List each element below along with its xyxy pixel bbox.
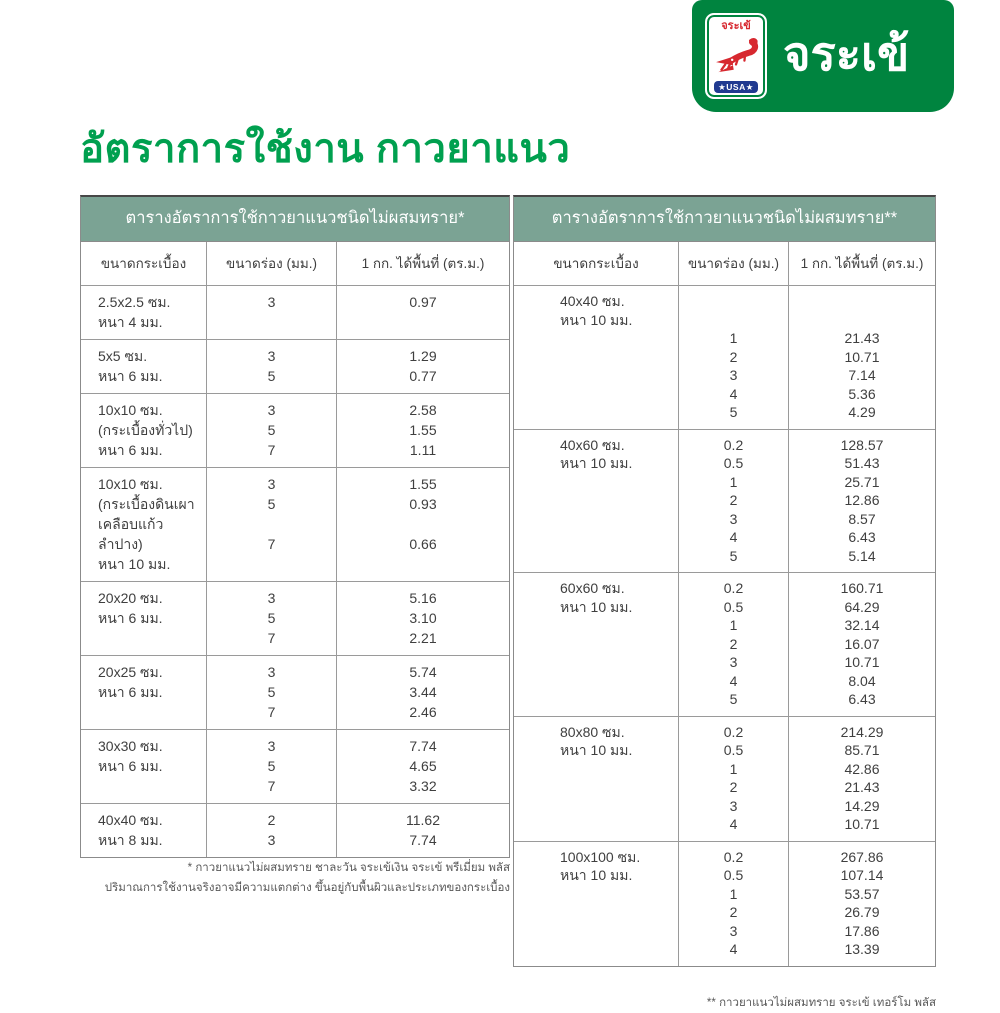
cell-line: 5: [267, 758, 276, 774]
cell-line: 2: [729, 904, 738, 920]
table-row: [514, 286, 935, 430]
cell-line: หนา 10 มม.: [560, 742, 633, 758]
cell-line: 3: [729, 922, 738, 939]
table-title: ตารางอัตราการใช้กาวยาแนวชนิดไม่ผสมทราย**: [514, 197, 935, 242]
cell-line: 25.71: [844, 473, 880, 490]
cell-line: 4: [729, 672, 738, 689]
coverage-cell: [788, 286, 935, 429]
cell-line: 10x10 ซม.: [98, 402, 163, 418]
cell-line: [207, 514, 336, 534]
cell-line: 4: [729, 385, 738, 402]
coverage-cell: [788, 430, 935, 573]
cell-line: [789, 292, 935, 311]
cell-line: หนา 10 มม.: [560, 867, 633, 883]
groove-cell: [206, 804, 336, 857]
cell-line: 3: [729, 367, 738, 383]
table-row: [81, 730, 509, 804]
coverage-cell: [336, 582, 509, 655]
cell-line: 5: [729, 691, 738, 707]
cell-line: [337, 514, 509, 534]
groove-cell: [678, 430, 788, 573]
coverage-cell: [788, 573, 935, 716]
cell-line: 8.57: [848, 510, 876, 527]
column-header: ขนาดกระเบื้อง: [100, 256, 187, 271]
cell-line: 6.43: [848, 691, 876, 707]
cell-line: หนา 6 มม.: [98, 684, 163, 700]
crocodile-icon: [713, 36, 759, 76]
cell-line: 3.44: [409, 684, 437, 700]
table-column-headers: [81, 242, 509, 286]
table-row: [81, 286, 509, 340]
cell-line: 3.10: [409, 610, 437, 626]
usage-table-right: [513, 195, 936, 967]
cell-line: 32.14: [844, 617, 880, 633]
tile-cell: [514, 573, 678, 716]
cell-line: 3: [267, 664, 276, 680]
table-row: [514, 430, 935, 574]
cell-line: 2: [729, 492, 738, 508]
coverage-cell: [336, 340, 509, 393]
cell-line: 13.39: [844, 941, 880, 957]
cell-line: 30x30 ซม.: [98, 738, 163, 754]
cell-line: 5: [267, 422, 276, 438]
cell-line: 40x40 ซม.: [560, 293, 625, 309]
cell-line: 7: [267, 704, 276, 720]
cell-line: 2: [729, 779, 738, 795]
coverage-cell: [788, 717, 935, 841]
cell-line: 1.29: [409, 348, 437, 364]
table-column-headers: [514, 242, 935, 286]
groove-cell: [678, 717, 788, 841]
table-row: [81, 804, 509, 857]
cell-line: 2: [729, 635, 738, 652]
page-title: อัตราการใช้งาน กาวยาแนว: [80, 127, 571, 171]
cell-line: 53.57: [844, 885, 880, 902]
cell-line: 3: [267, 476, 276, 492]
cell-line: 51.43: [844, 455, 880, 471]
groove-cell: [678, 573, 788, 716]
groove-cell: [206, 468, 336, 581]
cell-line: 12.86: [844, 492, 880, 508]
cell-line: 1: [729, 330, 738, 346]
cell-line: 1: [729, 473, 738, 490]
brand-badge: [705, 13, 767, 99]
tile-cell: [514, 286, 678, 429]
cell-line: 10x10 ซม.: [98, 476, 163, 492]
cell-line: 128.57: [840, 436, 884, 453]
table-footnote: * กาวยาแนวไม่ผสมทราย ชาละวัน จระเข้เงิน จระเข้ พรีเมี่ยม พลัส: [187, 862, 510, 874]
cell-line: หนา 10 มม.: [560, 311, 633, 328]
cell-line: 14.29: [844, 797, 880, 814]
cell-line: 20x20 ซม.: [98, 590, 163, 606]
cell-line: 3: [267, 348, 276, 364]
groove-cell: [206, 394, 336, 467]
cell-line: 2.21: [409, 630, 437, 646]
cell-line: หนา 10 มม.: [560, 455, 633, 471]
tile-cell: [81, 286, 206, 339]
cell-line: 7: [267, 442, 276, 458]
coverage-cell: [788, 842, 935, 966]
cell-line: 3: [267, 832, 276, 848]
cell-line: 5: [267, 496, 276, 512]
coverage-cell: [336, 468, 509, 581]
groove-cell: [206, 582, 336, 655]
table-row: [514, 842, 935, 966]
cell-line: หนา 6 มม.: [98, 368, 163, 384]
cell-line: 5: [267, 684, 276, 700]
groove-cell: [206, 340, 336, 393]
tile-cell: [81, 340, 206, 393]
tile-cell: [81, 804, 206, 857]
cell-line: 5: [267, 368, 276, 384]
column-header: 1 กก. ได้พื้นที่ (ตร.ม.): [788, 242, 935, 285]
cell-line: 0.66: [409, 536, 437, 552]
coverage-cell: [336, 804, 509, 857]
cell-line: 5x5 ซม.: [98, 348, 148, 364]
cell-line: 7.74: [409, 832, 437, 848]
cell-line: 6.43: [848, 529, 876, 545]
cell-line: 0.5: [723, 742, 744, 758]
cell-line: 64.29: [844, 598, 880, 615]
cell-line: 20x25 ซม.: [98, 664, 163, 680]
cell-line: 3: [267, 738, 276, 754]
cell-line: 2: [729, 348, 738, 365]
cell-line: 160.71: [840, 580, 884, 596]
cell-line: หนา 6 มม.: [98, 442, 163, 458]
cell-line: 3.32: [409, 778, 437, 794]
cell-line: 5: [267, 610, 276, 626]
usa-ribbon: ★USA★: [714, 81, 758, 94]
cell-line: 0.5: [723, 455, 744, 471]
cell-line: 0.2: [723, 848, 744, 865]
column-header: 1 กก. ได้พื้นที่ (ตร.ม.): [336, 242, 509, 285]
cell-line: 21.43: [844, 330, 880, 346]
table-footnote: ** กาวยาแนวไม่ผสมทราย จระเข้ เทอร์โม พลัส: [706, 996, 936, 1009]
cell-line: 7.74: [409, 738, 437, 754]
badge-brand-text: จระเข้: [721, 20, 751, 32]
cell-line: 1: [729, 885, 738, 902]
cell-line: 0.5: [723, 867, 744, 883]
cell-line: 5.16: [409, 590, 437, 606]
tile-cell: [514, 717, 678, 841]
groove-cell: [678, 286, 788, 429]
cell-line: 7: [267, 536, 276, 552]
column-header: ขนาดร่อง (มม.): [206, 242, 336, 285]
cell-line: (กระเบื้องดินเผา: [98, 496, 195, 512]
cell-line: 26.79: [844, 904, 880, 920]
table-footnote: ปริมาณการใช้งานจริงอาจมีความแตกต่าง ขึ้นอยู่กับพื้นผิวและประเภทของกระเบื้อง: [104, 882, 510, 894]
cell-line: 4: [729, 941, 738, 957]
cell-line: 267.86: [840, 848, 884, 865]
cell-line: หนา 6 มม.: [98, 610, 163, 626]
cell-line: 4.29: [848, 404, 876, 420]
table-row: [81, 656, 509, 730]
cell-line: 3: [729, 510, 738, 527]
table-title: ตารางอัตราการใช้กาวยาแนวชนิดไม่ผสมทราย*: [81, 197, 509, 242]
cell-line: [789, 311, 935, 330]
brand-wordmark: จระเข้: [783, 26, 910, 80]
coverage-cell: [336, 286, 509, 339]
brand-logo: [692, 0, 954, 112]
cell-line: 0.5: [723, 598, 744, 615]
cell-line: 17.86: [844, 922, 880, 939]
table-row: [514, 717, 935, 842]
cell-line: 5: [729, 547, 738, 564]
tables-region: [80, 195, 936, 1013]
cell-line: 4.65: [409, 758, 437, 774]
cell-line: 5: [729, 404, 738, 420]
cell-line: 16.07: [844, 635, 880, 652]
cell-line: 1.55: [409, 476, 437, 492]
cell-line: 3: [729, 797, 738, 814]
cell-line: 2: [267, 812, 276, 828]
cell-line: 1: [729, 617, 738, 633]
table-row: [81, 582, 509, 656]
cell-line: 3: [729, 654, 738, 670]
cell-line: 0.77: [409, 368, 437, 384]
tile-cell: [81, 394, 206, 467]
cell-line: 214.29: [840, 723, 884, 740]
cell-line: 5.14: [848, 547, 876, 564]
cell-line: 0.2: [723, 723, 744, 740]
cell-line: 4: [729, 529, 738, 545]
cell-line: 1: [729, 760, 738, 777]
groove-cell: [206, 286, 336, 339]
cell-line: [679, 292, 788, 311]
cell-line: 10.71: [844, 816, 880, 832]
cell-line: หนา 10 มม.: [560, 598, 633, 615]
column-header: ขนาดร่อง (มม.): [678, 242, 788, 285]
cell-line: 0.97: [409, 294, 437, 310]
cell-line: 1.55: [409, 422, 437, 438]
cell-line: 40x40 ซม.: [98, 812, 163, 828]
table-row: [514, 573, 935, 717]
cell-line: 5.36: [848, 385, 876, 402]
table-column-right: [513, 195, 936, 1013]
coverage-cell: [336, 656, 509, 729]
coverage-cell: [336, 730, 509, 803]
cell-line: 60x60 ซม.: [560, 580, 625, 596]
tile-cell: [81, 656, 206, 729]
tile-cell: [514, 430, 678, 573]
groove-cell: [206, 656, 336, 729]
cell-line: 3: [267, 294, 276, 310]
cell-line: หนา 4 มม.: [98, 314, 163, 330]
cell-line: 0.93: [409, 496, 437, 512]
cell-line: 42.86: [844, 760, 880, 777]
table-row: [81, 394, 509, 468]
table-row: [81, 468, 509, 582]
cell-line: 4: [729, 816, 738, 832]
cell-line: 100x100 ซม.: [560, 848, 641, 865]
table-row: [81, 340, 509, 394]
cell-line: 2.46: [409, 704, 437, 720]
cell-line: 2.5x2.5 ซม.: [98, 294, 171, 310]
cell-line: (กระเบื้องทั่วไป): [98, 422, 193, 438]
cell-line: หนา 6 มม.: [98, 758, 163, 774]
groove-cell: [206, 730, 336, 803]
table-column-left: [80, 195, 510, 898]
cell-line: 21.43: [844, 779, 880, 795]
cell-line: 0.2: [723, 436, 744, 453]
cell-line: หนา 8 มม.: [98, 832, 163, 848]
cell-line: 11.62: [406, 812, 440, 828]
tile-cell: [81, 468, 206, 581]
usage-table-left: [80, 195, 510, 858]
cell-line: 40x60 ซม.: [560, 436, 625, 453]
coverage-cell: [336, 394, 509, 467]
cell-line: 7.14: [848, 367, 876, 383]
cell-line: [679, 311, 788, 330]
cell-line: 3: [267, 590, 276, 606]
tile-cell: [81, 582, 206, 655]
tile-cell: [81, 730, 206, 803]
cell-line: 3: [267, 402, 276, 418]
cell-line: 10.71: [844, 654, 880, 670]
cell-line: 1.11: [409, 442, 437, 458]
cell-line: 8.04: [848, 672, 876, 689]
cell-line: หนา 10 มม.: [98, 556, 171, 572]
cell-line: 7: [267, 778, 276, 794]
cell-line: 85.71: [844, 742, 880, 758]
cell-line: 7: [267, 630, 276, 646]
cell-line: เคลือบแก้วลำปาง): [98, 516, 164, 552]
tile-cell: [514, 842, 678, 966]
cell-line: 2.58: [409, 402, 437, 418]
cell-line: 5.74: [409, 664, 437, 680]
cell-line: 107.14: [840, 867, 884, 883]
groove-cell: [678, 842, 788, 966]
cell-line: 80x80 ซม.: [560, 723, 625, 740]
cell-line: 0.2: [723, 580, 744, 596]
column-header: ขนาดกระเบื้อง: [553, 256, 639, 271]
cell-line: 10.71: [844, 348, 880, 365]
